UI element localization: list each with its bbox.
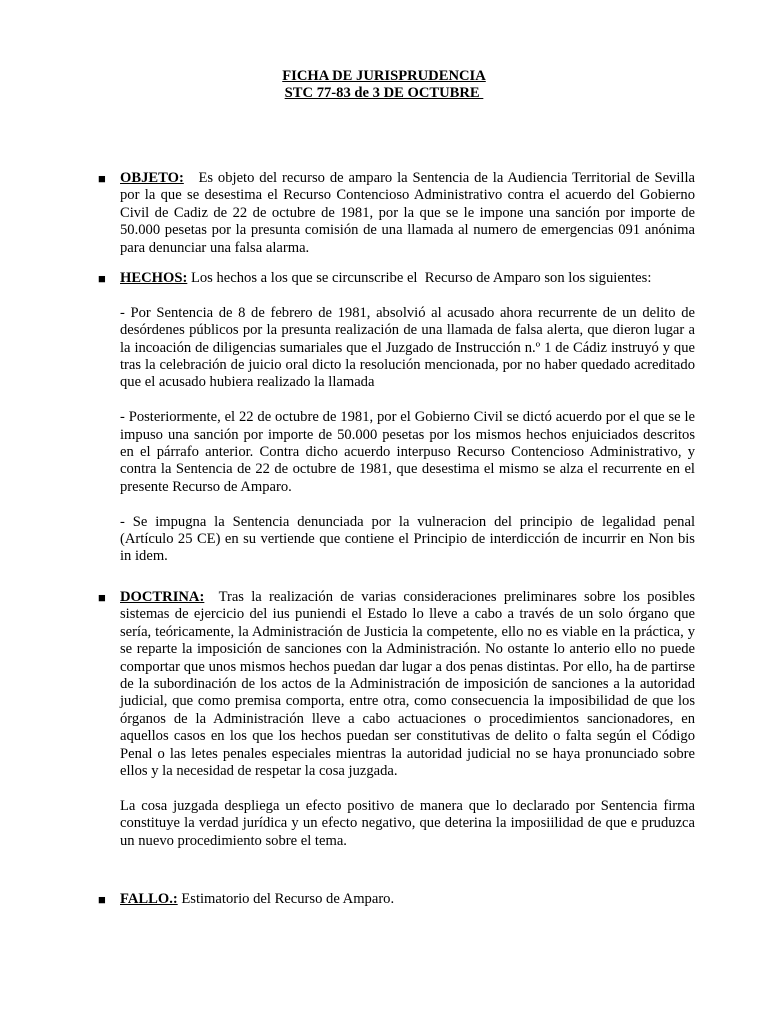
hechos-heading: HECHOS: bbox=[120, 270, 188, 286]
doctrina-heading: DOCTRINA: bbox=[120, 589, 205, 605]
bullet-doctrina: ■ bbox=[98, 590, 106, 605]
doctrina-paragraph-2: La cosa juzgada despliega un efecto positivo de manera que lo declarado por Sentencia firma constituye la verdad jurídica y un efecto negativo, que deterina la imposiilidad de que e pruduzca un nuevo procedimiento sobre el tema. bbox=[120, 797, 695, 849]
hechos-intro: Los hechos a los que se circunscribe el Recurso de Amparo son los siguientes: bbox=[187, 270, 652, 286]
bullet-objeto: ■ bbox=[98, 171, 106, 186]
title-line-2: STC 77-83 de 3 DE OCTUBRE bbox=[284, 85, 484, 101]
hechos-paragraph-2: - Posteriormente, el 22 de octubre de 1981, por el Gobierno Civil se dictó acuerdo por el que se le impuso una sanción por importe de 50.000 pesetas por los mismos hechos enjuiciados descritos en el párrafo anterior. Contra dicho acuerdo interpuso Recurso Contencioso Administrativo, y contra la Sentencia de 22 de octubre de 1981, que desestima el mismo se alza el recurrente en el presente Recurso de Amparo. bbox=[120, 409, 695, 495]
objeto-text: Es objeto del recurso de amparo la Sentencia de la Audiencia Territorial de Sevilla por la que se desestima el Recurso Contencioso Administrativo contra el acuerdo del Gobierno Civil de Cadiz de 22 de octubre de 1981, por la que se le impone una sanción por importe de 50.000 pesetas por la presunta comisión de una llamada al numero de emergencias 091 anónima para denunciar una falsa alarma. bbox=[120, 170, 699, 256]
hechos-paragraph-3: - Se impugna la Sentencia denunciada por la vulneracion del principio de legalidad penal (Artículo 25 CE) en su vertiende que contiene el Principio de interdicción de incurrir en Non bis in idem. bbox=[120, 513, 695, 565]
hechos-body bbox=[120, 270, 695, 566]
bullet-hechos: ■ bbox=[98, 271, 106, 286]
doctrina-text: Tras la realización de varias consideraciones preliminares sobre los posibles sistemas de ejercicio del ius puniendi el Estado lo lleve a cabo a través de un solo órgano que sería, teóricamente, la Administración de Justicia la competente, ello no es viable en la práctica, y se reparte la imposición de sanciones con la Administración. No ostante lo anterio ello no puede comportar que unos mismos hechos puedan dar lugar a dos penas distintas. Por ello, ha de partirse de la subordinación de los actos de la Administración de imposición de sanciones a la autoridad judicial, que como premisa comporta, entre otra, como consecuencia la imposibilidad de que los órganos de la Administración lleve a cabo actuaciones o procedimientos sancionadores, en aquellos casos en los que los hechos puedan ser constitutivas de delito o falta según el Código Penal o las letes penales especiales mientras la autoridad judicial no se haya pronunciado sobre ellos y la necesidad de respetar la cosa juzgada. bbox=[120, 589, 699, 780]
objeto-body bbox=[120, 170, 699, 257]
fallo-body bbox=[120, 891, 695, 908]
objeto-heading: OBJETO: bbox=[120, 170, 184, 186]
fallo-heading: FALLO.: bbox=[120, 891, 178, 907]
fallo-text: Estimatorio del Recurso de Amparo. bbox=[177, 891, 395, 907]
bullet-fallo: ■ bbox=[98, 892, 106, 907]
hechos-paragraph-1: - Por Sentencia de 8 de febrero de 1981, absolvió al acusado ahora recurrente de un delito de desórdenes públicos por la presunta realización de una llamada de falsa alerta, que dieron lugar a la incoación de diligencias sumariales que el Juzgado de Instrucción n.º 1 de Cádiz instruyó y que tras la celebración de juicio oral dicto la resolución mencionada, por no haber quedado acreditado que el acusado hubiera realizado la llamada bbox=[120, 304, 695, 391]
title-line-1: FICHA DE JURISPRUDENCIA bbox=[282, 68, 486, 84]
doctrina-body bbox=[120, 589, 699, 850]
document-title bbox=[0, 68, 768, 102]
